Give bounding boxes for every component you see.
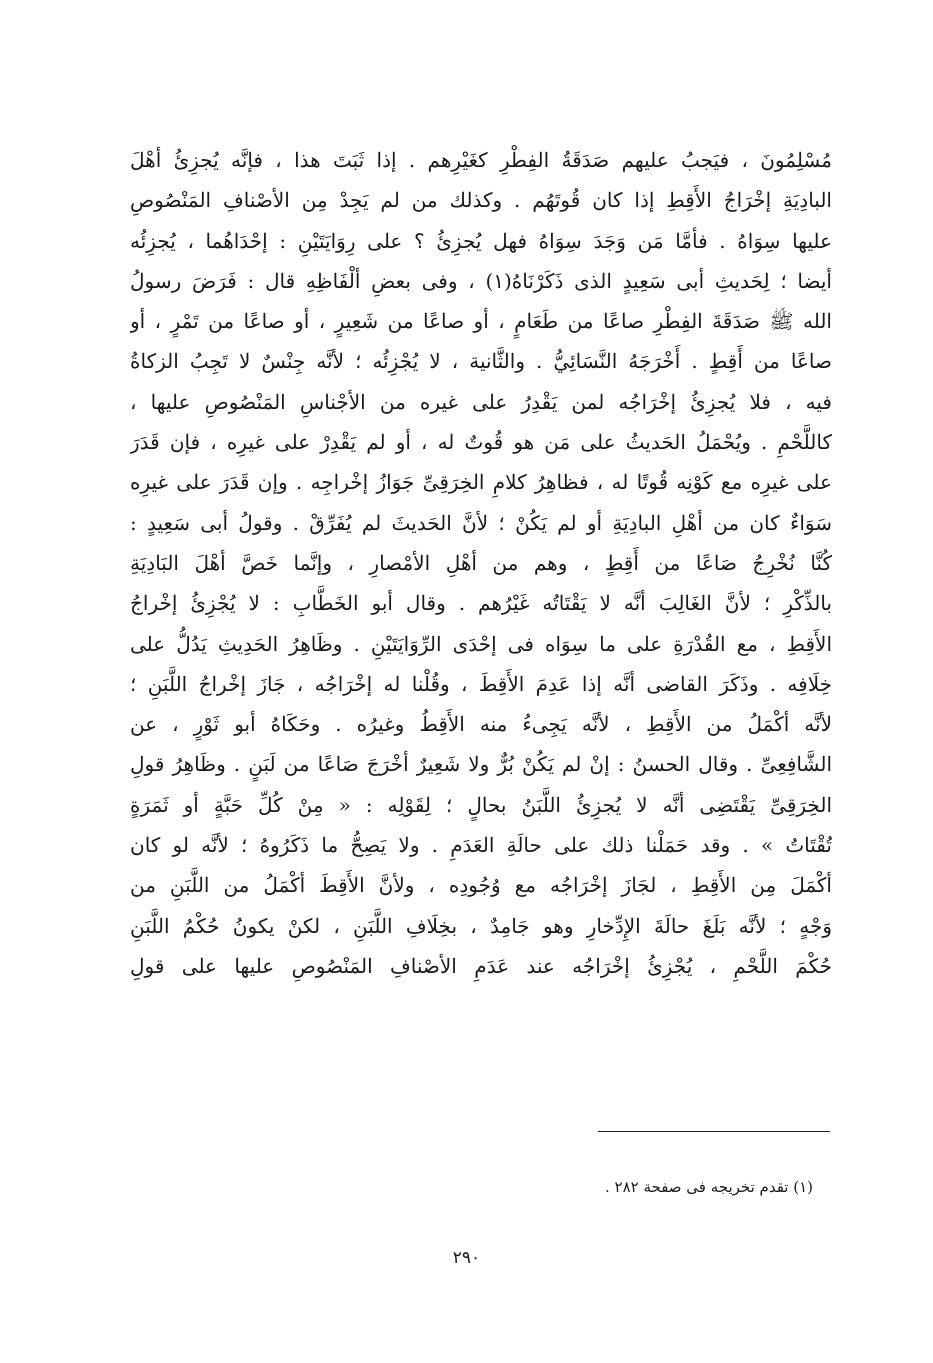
text-line: تُقْتَاتُ » . وقد حَمَلْنا ذلك على حالَةِ العَدَمِ . ولا يَصِحُّ ما ذَكَرُوهُ ؛ لأنَّه لو كان xyxy=(130,833,832,858)
text-line: أيضا ؛ لِحَديثِ أبى سَعِيدٍ الذى ذَكَرْنَاهُ(١) ، وفى بعضِ ألْفَاظِهِ قال : فَرَضَ رسولُ xyxy=(130,268,832,293)
text-line: كُنَّا نُخْرِجُ صَاعًا من أَقِطٍ ، وهم من أهْلِ الأمْصارِ ، وإنَّما خَصَّ أهْلَ البَادِيَةِ xyxy=(130,550,832,575)
text-line: فيه ، فلا يُجزِئُ إخْرَاجُه لمن يَقْدِرُ على غيره من الأجْناسِ المَنْصُوصِ عليها ، xyxy=(130,389,832,414)
text-line: وَجْهٍ ؛ لأنَّه بَلَغَ حالَةَ الإِدِّخارِ وهو جَامِدٌ ، بخِلَافِ اللَّبَنِ ، لكنْ يكونُ حُكْمُ اللَّبَنِ xyxy=(130,913,832,938)
text-line: بالذِّكْرِ ؛ لأنَّ الغَالِبَ أنَّه لا يَقْتَاتُه غَيْرُهم . وقال أبو الخَطَّابِ : لا يُجْزِئُ إخْراجُ xyxy=(130,591,832,616)
text-line: مُسْلِمُونَ ، فيَجبُ عليهم صَدَقَةُ الفِطْرِ كغَيْرِهم . إذا ثَبَتَ هذا ، فإنَّه يُجزِئُ أهْلَ xyxy=(130,148,832,172)
text-line: الشَّافِعِىِّ . وقال الحسنُ : إنْ لم يَكُنْ بُرٌّ ولا شَعِيرٌ أخْرَجَ صَاعًا من لَبَنٍ . وظَاهِرُ قولِ xyxy=(130,752,832,777)
text-line: خِلَافِه . وذَكَرَ القاضى أنَّه إذا عَدِمَ الأَقِطَ ، وقُلْنا له إخْرَاجُه ، جَازَ إخْراجُ اللَّبَنِ ؛ xyxy=(130,671,832,696)
footnote-divider xyxy=(598,1131,830,1132)
text-line: صاعًا من أَقِطٍ . أَخْرَجَهُ النَّسَائِيُّ . والثَّانية ، لا يُجْزِئُه ؛ لأنَّه جِنْسٌ لا تَجِبُ الزكاةُ xyxy=(130,349,832,374)
main-text-block xyxy=(130,140,832,986)
page-number: ٢٩٠ xyxy=(452,1248,481,1268)
text-line: لأنَّه أكْمَلُ من الأَقِطِ ، لأنَّه يَجِىءُ منه الأَقِطُ وغيرُه . وحَكَاهُ أبو ثَوْرٍ ، عن xyxy=(130,712,832,737)
text-line: الخِرَقِىِّ يَقْتَضِى أنَّه لا يُجزِئُ اللَّبَنُ بحالٍ ؛ لِقَوْلِه : « مِنْ كُلِّ حَبَّةٍ أو ثَمَرَةٍ xyxy=(130,792,832,817)
text-line: كاللَّحْمِ . ويُحْمَلُ الحَديثُ على مَن هو قُوتٌ له ، أو لم يَقْدِرْ على غيرِه ، فإن قَدَرَ xyxy=(130,430,832,455)
text-line: أكْمَلَ مِن الأَقِطِ ، لجَازَ إخْرَاجُه مع وُجُودِه ، ولأنَّ الأَقِطَ أكْمَلُ من اللَّبَنِ من xyxy=(130,873,832,898)
footnote: (١) تقدم تخريجه فى صفحة ٢٨٢ . xyxy=(604,1178,813,1196)
text-line: حُكْمَ اللَّحْمِ ، يُجْزِئُ إخْرَاجُه عند عَدَمِ الأصْنافِ المَنْصُوصِ عليها على قولِ xyxy=(130,953,832,978)
text-line: سَوَاءٌ كان من أهْلِ البادِيَةِ أو لم يَكُنْ ؛ لأنَّ الحَديثَ لم يُفَرِّقْ . وقولُ أبى سَعِيدٍ : xyxy=(130,510,832,535)
text-line: الأَقِطِ ، مع القُدْرَةِ على ما سِوَاه فى إحْدَى الرِّوَايَتَيْنِ . وظَاهِرُ الحَدِيثِ يَدُلُّ على xyxy=(130,631,832,656)
text-line: عليها سِوَاهُ . فأمَّا مَن وَجَدَ سِوَاهُ فهل يُجزِئُ ؟ على رِوَايَتَيْنِ : إحْدَاهُما ، يُجزِئُه xyxy=(130,228,832,253)
text-line: الله ﷺ صَدَقَةَ الفِطْرِ صاعًا من طَعَامٍ ، أو صاعًا من شَعِيرٍ ، أو صاعًا من تَمْرٍ ، أو xyxy=(130,309,832,334)
text-line: البادِيَةِ إخْرَاجُ الأَقِطِ إذا كان قُوتَهُم . وكذلك من لم يَجِدْ مِن الأصْنافِ المَنْصُوصِ xyxy=(130,188,832,213)
text-line: على غيرِه مع كَوْنِه قُوتًا له ، فظاهِرُ كلامِ الخِرَقِىِّ جَوَازُ إخْراجِه . وإن قَدَرَ على غيرِه xyxy=(130,470,832,495)
